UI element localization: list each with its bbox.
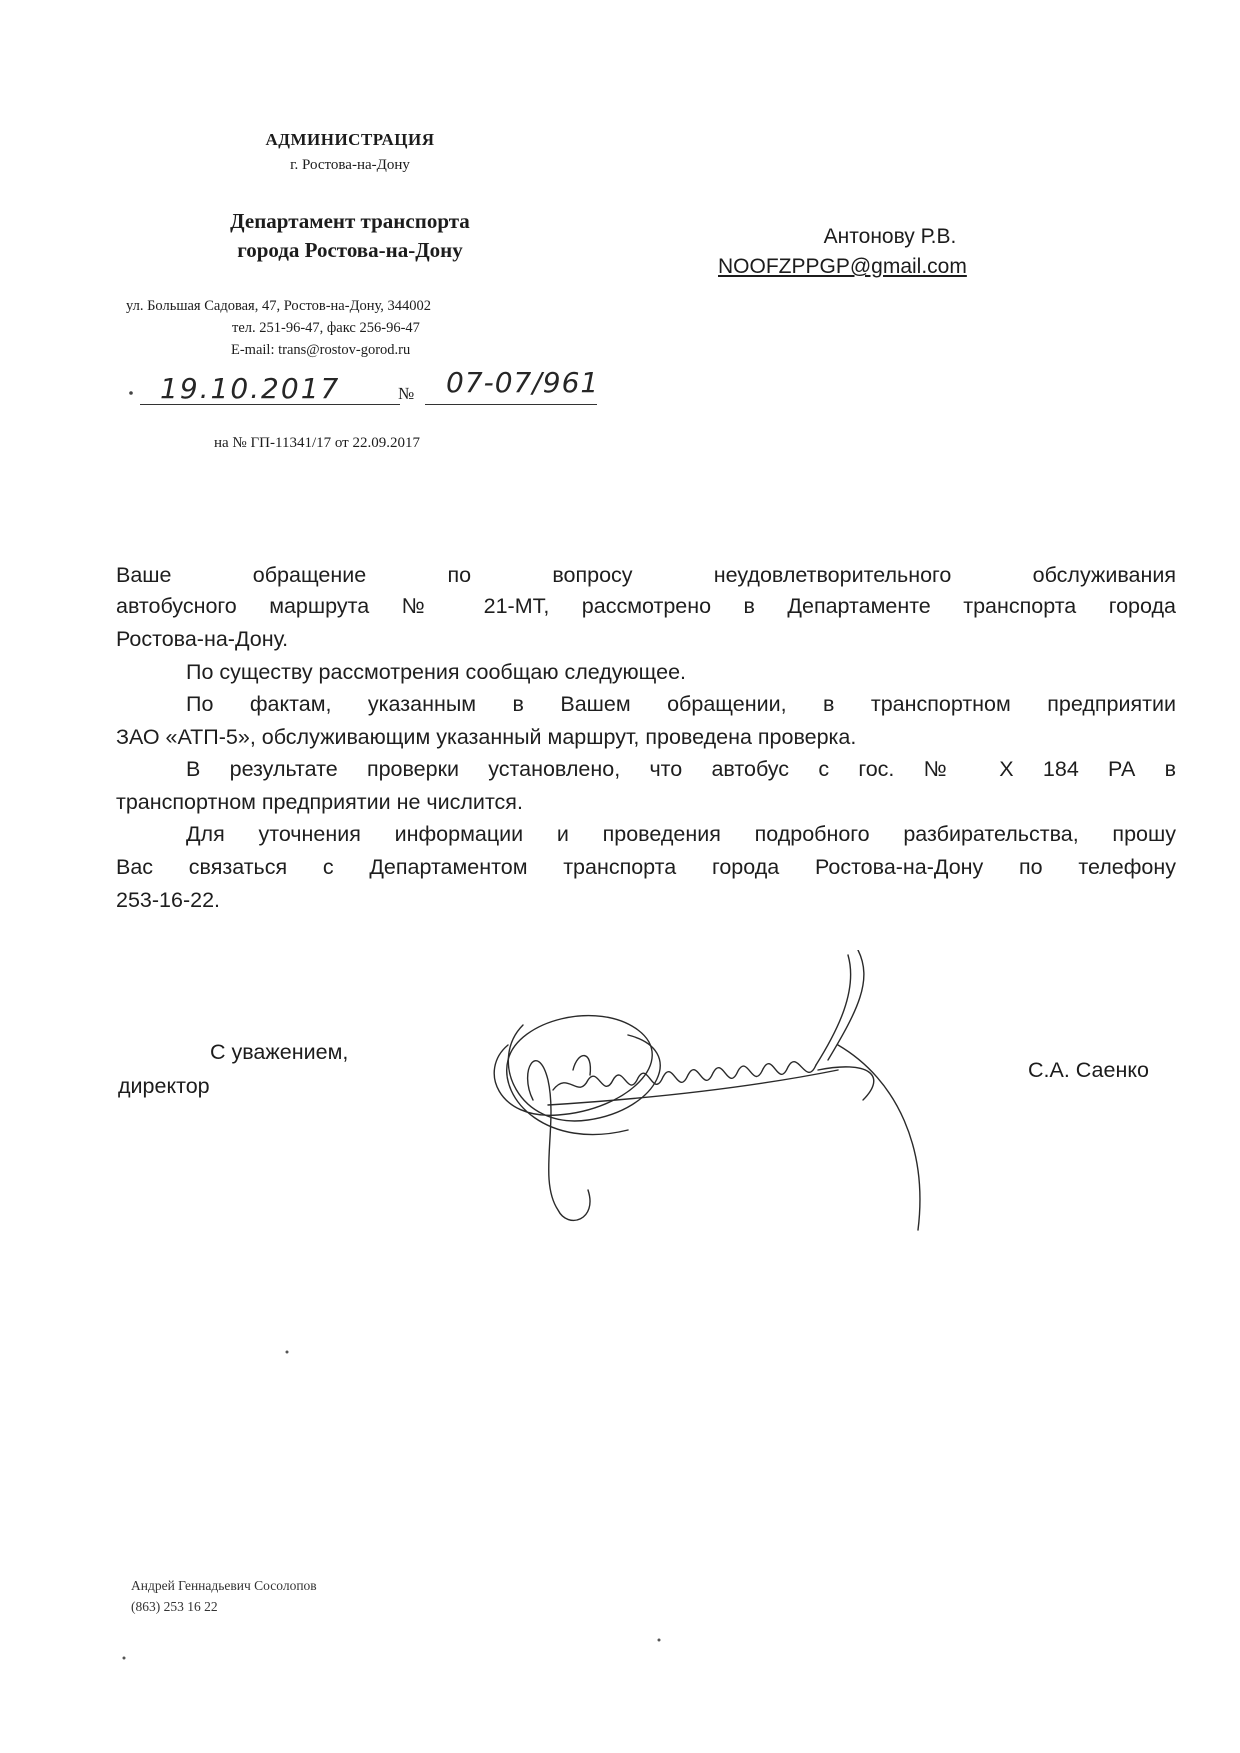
body-paragraph-1-line-3: Ростова-на-Дону. bbox=[116, 627, 289, 651]
letterhead-department-line1: Департамент транспорта bbox=[230, 209, 470, 233]
reference-line: на № ГП-11341/17 от 22.09.2017 bbox=[214, 435, 420, 451]
closing-salutation: С уважением, bbox=[210, 1040, 349, 1064]
closing-position: директор bbox=[118, 1074, 210, 1098]
letterhead-department-line2: города Ростова-на-Дону bbox=[237, 238, 463, 262]
body-paragraph-2: По существу рассмотрения сообщаю следующее. bbox=[186, 660, 687, 684]
letterhead-email: E-mail: trans@rostov-gorod.ru bbox=[231, 342, 411, 358]
addressee-name: Антонову Р.В. bbox=[823, 225, 957, 248]
body-paragraph-1-line-1: Ваше обращение по вопросу неудовлетворительного обслуживания bbox=[116, 563, 1176, 587]
letterhead-admin: АДМИНИСТРАЦИЯ bbox=[265, 130, 435, 149]
body-paragraph-3-line-1: По фактам, указанным в Вашем обращении, в транспортном предприятии bbox=[186, 692, 1176, 716]
number-sign: № bbox=[398, 384, 415, 403]
letterhead-address: ул. Большая Садовая, 47, Ростов-на-Дону, 344002 bbox=[126, 298, 432, 314]
body-paragraph-4-line-1: В результате проверки установлено, что автобус с гос. № Х 184 РА в bbox=[186, 757, 1176, 781]
executor-name: Андрей Геннадьевич Сосолопов bbox=[131, 1578, 317, 1593]
body-paragraph-4-line-2: транспортном предприятии не числится. bbox=[116, 790, 523, 814]
body-paragraph-5-line-1: Для уточнения информации и проведения подробного разбирательства, прошу bbox=[186, 822, 1176, 846]
addressee-email[interactable]: NOOFZPPGP@gmail.com bbox=[718, 255, 967, 278]
letterhead-phone: тел. 251-96-47, факс 256-96-47 bbox=[232, 320, 420, 336]
registration-number: 07-07/961 bbox=[446, 366, 600, 399]
letterhead-city: г. Ростова-на-Дону bbox=[290, 157, 410, 173]
signer-name: С.А. Саенко bbox=[1028, 1058, 1149, 1082]
registration-date: 19.10.2017 bbox=[160, 372, 341, 405]
body-paragraph-5-line-2: Вас связаться с Департаментом транспорта города Ростова-на-Дону по телефону bbox=[116, 855, 1176, 879]
executor-phone: (863) 253 16 22 bbox=[131, 1599, 218, 1614]
body-paragraph-3-line-2: ЗАО «АТП-5», обслуживающим указанный маршрут, проведена проверка. bbox=[116, 725, 857, 749]
body-paragraph-1-line-2: автобусного маршрута № 21-МТ, рассмотрено в Департаменте транспорта города bbox=[116, 594, 1176, 618]
body-paragraph-5-line-3: 253-16-22. bbox=[116, 888, 220, 912]
